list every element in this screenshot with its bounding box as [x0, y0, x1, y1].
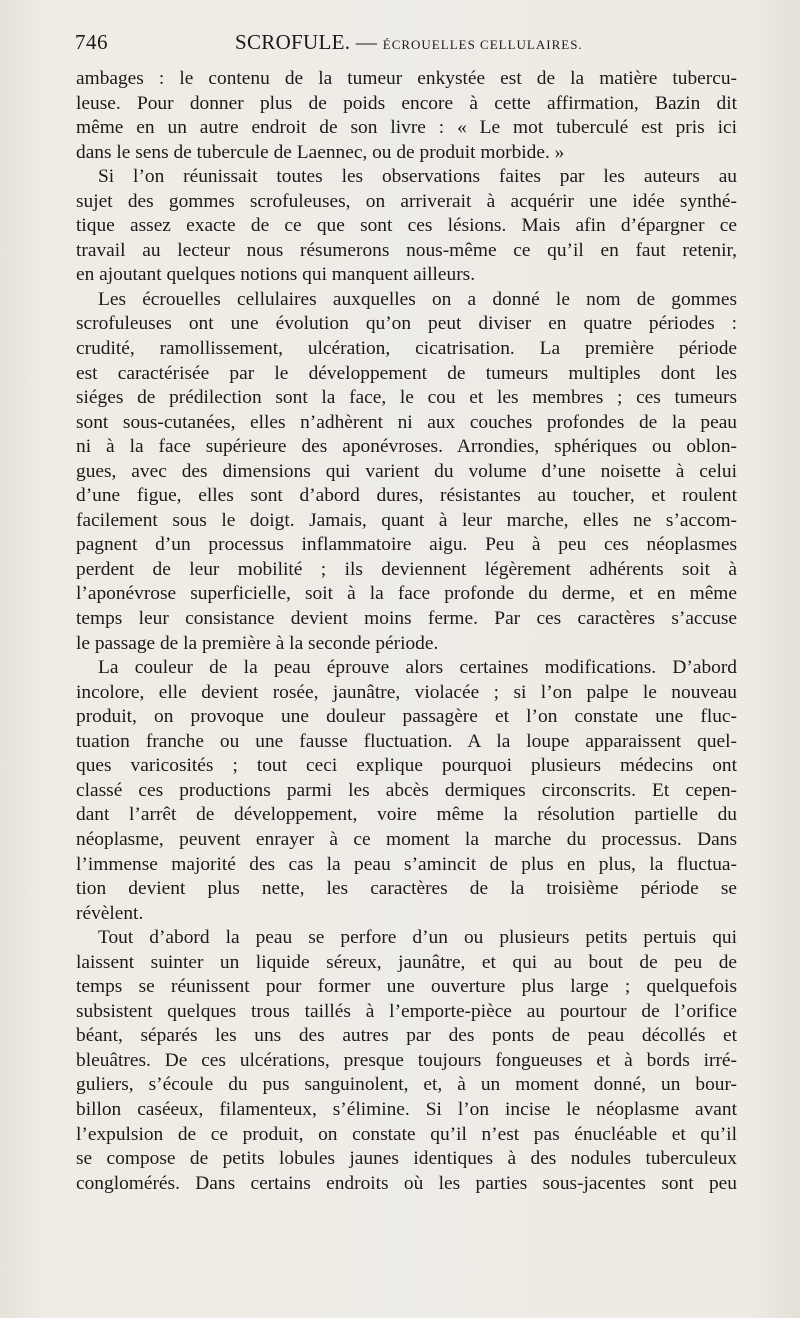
text-line: facilement sous le doigt. Jamais, quant à leur marche, elles ne s’accom- — [76, 509, 737, 531]
text-line: d’une figue, elles sont d’abord dures, résistantes au toucher, et roulent — [76, 485, 737, 507]
text-line: leuse. Pour donner plus de poids encore à cette affirmation, Bazin dit — [76, 92, 737, 114]
text-line: tique assez exacte de ce que sont ces lésions. Mais afin d’épargner ce — [76, 215, 737, 237]
text-line: classé ces productions parmi les abcès dermiques circonscrits. Et cepen- — [76, 779, 737, 801]
text-line: siéges de prédilection sont la face, le cou et les membres ; ces tumeurs — [76, 387, 737, 409]
text-line: est caractérisée par le développement de tumeurs multiples dont les — [76, 362, 737, 384]
text-line: incolore, elle devient rosée, jaunâtre, violacée ; si l’on palpe le nouveau — [76, 681, 737, 703]
text-line: Si l’on réunissait toutes les observations faites par les auteurs au — [98, 166, 737, 188]
text-line: révèlent. — [76, 902, 144, 924]
running-head — [235, 30, 583, 55]
text-line: ambages : le contenu de la tumeur enkystée est de la matière tubercu- — [76, 68, 737, 89]
text-line: scrofuleuses ont une évolution qu’on peut diviser en quatre périodes : — [76, 313, 737, 335]
text-line: dant l’arrêt de développement, voire même la résolution partielle du — [76, 804, 737, 826]
text-line: perdent de leur mobilité ; ils deviennent légèrement adhérents soit à — [76, 558, 737, 580]
text-line: Les écrouelles cellulaires auxquelles on a donné le nom de gommes — [98, 288, 737, 310]
text-line: ni à la face supérieure des aponévroses. Arrondies, sphériques ou oblon- — [76, 436, 737, 458]
text-line: Tout d’abord la peau se perfore d’un ou plusieurs petits pertuis qui — [98, 927, 737, 949]
running-head-subtitle: ÉCROUELLES CELLULAIRES. — [382, 37, 583, 52]
page-header — [75, 30, 740, 60]
text-line: billon caséeux, filamenteux, s’élimine. Si l’on incise le néoplasme avant — [76, 1098, 737, 1120]
text-line: pagnent d’un processus inflammatoire aigu. Peu à peu ces néoplasmes — [76, 534, 737, 556]
text-line: bleuâtres. De ces ulcérations, presque toujours fongueuses et à bords irré- — [76, 1049, 737, 1071]
text-line: sujet des gommes scrofuleuses, on arriverait à acquérir une idée synthé- — [76, 190, 737, 212]
text-line: temps leur consistance devient moins ferme. Par ces caractères s’accuse — [76, 608, 737, 630]
running-head-title: SCROFULE. — [235, 30, 351, 54]
text-line: gues, avec des dimensions qui varient du volume d’une noisette à celui — [76, 460, 737, 482]
text-line: néoplasme, peuvent enrayer à ce moment la marche du processus. Dans — [76, 828, 737, 850]
text-line: le passage de la première à la seconde période. — [76, 632, 439, 654]
text-line: même en un autre endroit de son livre : « Le mot tuberculé est pris ici — [76, 117, 737, 139]
body-text — [76, 67, 737, 1196]
text-line: l’expulsion de ce produit, on constate qu’il n’est pas énucléable et qu’il — [76, 1123, 737, 1145]
page-number: 746 — [75, 30, 108, 54]
text-line: guliers, s’écoule du pus sanguinolent, et, à un moment donné, un bour- — [76, 1074, 737, 1096]
text-line: travail au lecteur nous résumerons nous-même ce qu’il en faut retenir, — [76, 239, 737, 261]
text-line: conglomérés. Dans certains endroits où les parties sous-jacentes sont peu — [76, 1172, 737, 1194]
text-line: sont sous-cutanées, elles n’adhèrent ni aux couches profondes de la peau — [76, 411, 737, 433]
text-line: en ajoutant quelques notions qui manquent ailleurs. — [76, 264, 476, 286]
running-head-separator: — — [355, 30, 378, 54]
text-line: temps se réunissent pour former une ouverture plus large ; quelquefois — [76, 976, 737, 998]
text-line: produit, on provoque une douleur passagère et l’on constate une fluc- — [76, 706, 737, 728]
text-line: béant, séparés les uns des autres par des ponts de peau décollés et — [76, 1025, 737, 1047]
text-line: dans le sens de tubercule de Laennec, ou de produit morbide. » — [76, 141, 565, 163]
text-line: tuation franche ou une fausse fluctuation. A la loupe apparaissent quel- — [76, 730, 737, 752]
text-line: se compose de petits lobules jaunes identiques à des nodules tuberculeux — [76, 1148, 737, 1170]
text-line: l’immense majorité des cas la peau s’amincit de plus en plus, la fluctua- — [76, 853, 737, 875]
text-line: l’aponévrose superficielle, soit à la face profonde du derme, et en même — [76, 583, 737, 605]
text-line: crudité, ramollissement, ulcération, cicatrisation. La première période — [76, 338, 737, 360]
text-line: La couleur de la peau éprouve alors certaines modifications. D’abord — [98, 657, 737, 679]
text-line: tion devient plus nette, les caractères de la troisième période se — [76, 878, 737, 900]
text-line: subsistent quelques trous taillés à l’emporte-pièce au pourtour de l’orifice — [76, 1000, 737, 1022]
text-line: laissent suinter un liquide séreux, jaunâtre, et qui au bout de peu de — [76, 951, 737, 973]
text-line: ques varicosités ; tout ceci explique pourquoi plusieurs médecins ont — [76, 755, 737, 777]
